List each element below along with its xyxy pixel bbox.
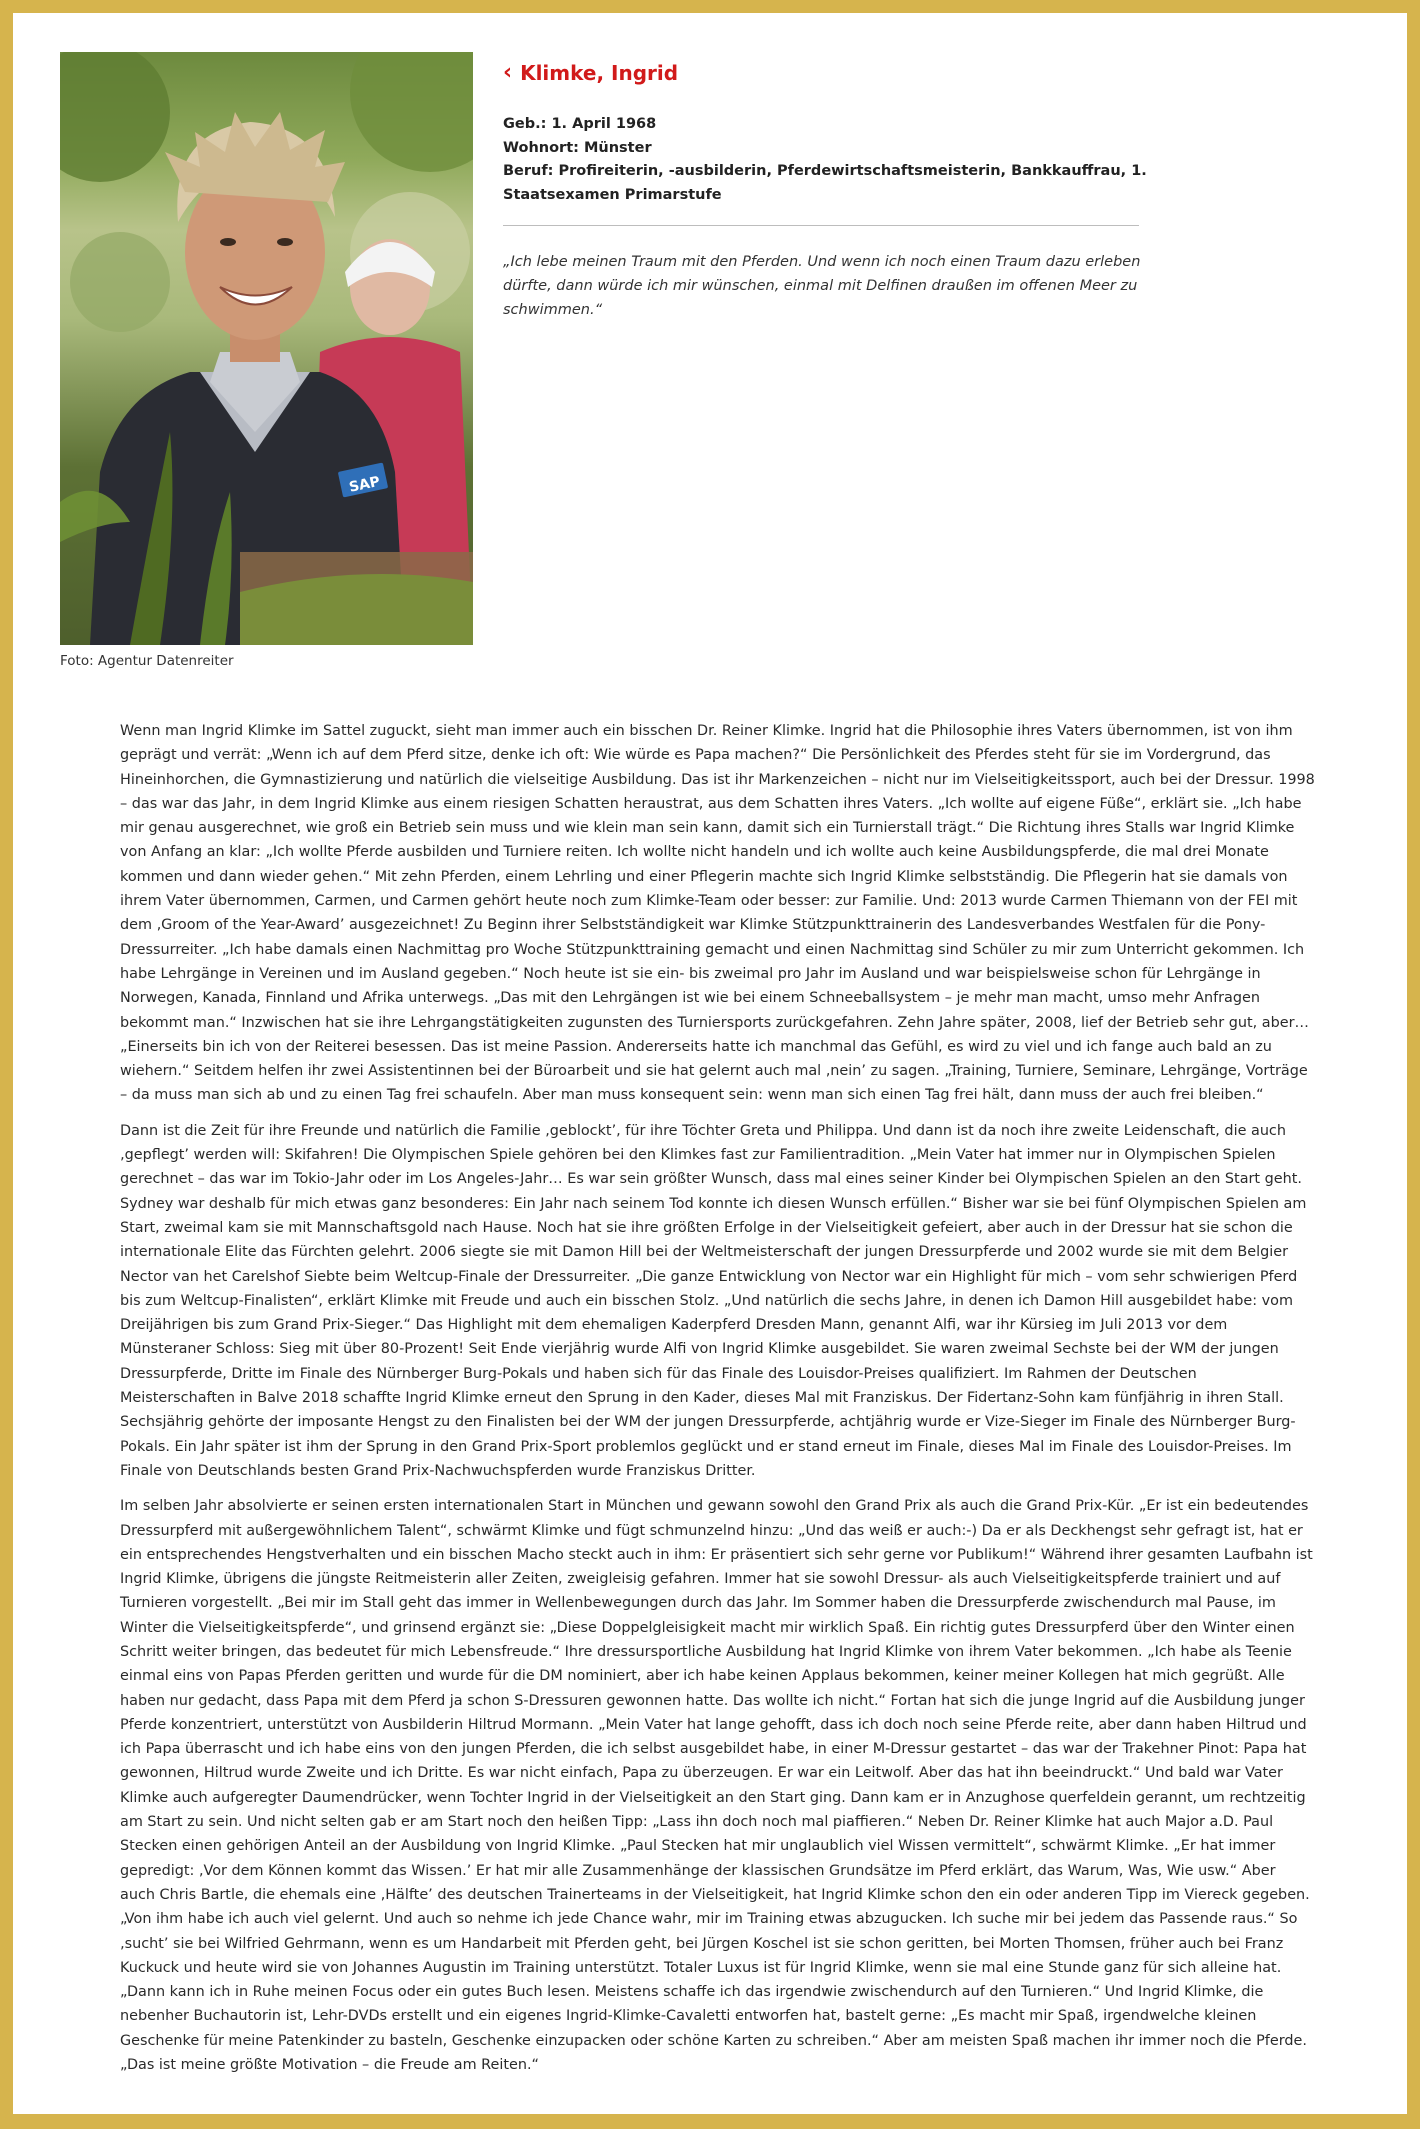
profile-header (503, 61, 1153, 322)
page (13, 13, 1407, 2114)
sap-logo: SAP (347, 473, 382, 496)
article-body (120, 719, 1315, 2088)
back-link[interactable] (503, 61, 1153, 85)
profile-quote: „Ich lebe meinen Traum mit den Pferden. Und wenn ich noch einen Traum dazu erleben dürfte, dann würde ich mir wünschen, einmal mit Delfinen draußen im offenen Meer zu schwimmen.“ (503, 254, 1141, 318)
profile-name: Klimke, Ingrid (520, 61, 679, 85)
article-paragraph: Wenn man Ingrid Klimke im Sattel zuguckt, sieht man immer auch ein bisschen Dr. Reiner Klimke. Ingrid hat die Philosophie ihres Vaters übernommen, ist von ihm geprägt und verrät: „Wenn ich auf dem Pferd sitze, denke ich oft: Wie würde es Papa machen?“ Die Persönlichkeit des Pferdes steht für sie im Vordergrund, das Hineinhorchen, die Gymnastizierung und natürlich die vielseitige Ausbildung. Das ist ihr Markenzeichen – nicht nur im Vielseitigkeitssport, auch bei der Dressur. 1998 – das war das Jahr, in dem Ingrid Klimke aus einem riesigen Schatten heraustrat, aus dem Schatten ihres Vaters. „Ich wollte auf eigene Füße“, erklärt sie. „Ich habe mir genau ausgerechnet, wie groß ein Betrieb sein muss und wie klein man sein kann, damit sich ein Turnierstall trägt.“ Die Richtung ihres Stalls war Ingrid Klimke von Anfang an klar: „Ich wollte Pferde ausbilden und Turniere reiten. Ich wollte nicht handeln und ich wollte auch keine Ausbildungspferde, die mal drei Monate kommen und dann wieder gehen.“ Mit zehn Pferden, einem Lehrling und einer Pflegerin machte sich Ingrid Klimke selbstständig. Die Pflegerin hat sie damals von ihrem Vater übernommen, Carmen, und Carmen gehört heute noch zum Klimke-Team oder besser: zur Familie. Und: 2013 wurde Carmen Thiemann von der FEI mit dem ‚Groom of the Year-Award’ ausgezeichnet! Zu Beginn ihrer Selbstständigkeit war Klimke Stützpunkttrainerin des Landesverbandes Westfalen für die Pony-Dressurreiter. „Ich habe damals einen Nachmittag pro Woche Stützpunkttraining gemacht und einen Nachmittag sind Schüler zu mir zum Unterricht gekommen. Ich habe Lehrgänge in Vereinen und im Ausland gegeben.“ Noch heute ist sie ein- bis zweimal pro Jahr im Ausland und war beispielsweise schon für Lehrgänge in Norwegen, Kanada, Finnland und Afrika unterwegs. „Das mit den Lehrgängen ist wie bei einem Schneeballsystem – je mehr man macht, umso mehr Anfragen bekommt man.“ Inzwischen hat sie ihre Lehrgangstätigkeiten zugunsten des Turniersports zurückgefahren. Zehn Jahre später, 2008, lief der Betrieb sehr gut, aber… „Einerseits bin ich von der Reiterei besessen. Das ist meine Passion. Andererseits hatte ich manchmal das Gefühl, es wird zu viel und ich fange auch bald an zu wiehern.“ Seitdem helfen ihr zwei Assistentinnen bei der Büroarbeit und sie hat gelernt auch mal ‚nein’ zu sagen. „Training, Turniere, Seminare, Lehrgänge, Vorträge – da muss man sich ab und zu einen Tag frei schaufeln. Aber man muss konsequent sein: wenn man sich einen Tag frei hält, dann muss der auch frei bleiben.“ (120, 723, 1315, 1104)
photo-caption: Foto: Agentur Datenreiter (60, 653, 234, 669)
divider (503, 225, 1139, 226)
portrait-photo (60, 52, 473, 645)
profile-facts (503, 113, 1153, 207)
profession: Beruf: Profireiterin, -ausbilderin, Pferdewirtschaftsmeisterin, Bankkauffrau, 1. Staatsexamen Primarstufe (503, 163, 1147, 203)
chevron-left-icon: ‹ (503, 60, 513, 85)
article-paragraph: Im selben Jahr absolvierte er seinen ersten internationalen Start in München und gewann sowohl den Grand Prix als auch die Grand Prix-Kür. „Er ist ein bedeutendes Dressurpferd mit außergewöhnlichem Talent“, schwärmt Klimke und fügt schmunzelnd hinzu: „Und das weiß er auch:-) Da er als Deckhengst sehr gefragt ist, hat er ein entsprechendes Hengstverhalten und ein bisschen Macho steckt auch in ihm: Er präsentiert sich sehr gerne vor Publikum!“ Während ihrer gesamten Laufbahn ist Ingrid Klimke, übrigens die jüngste Reitmeisterin aller Zeiten, zweigleisig gefahren. Immer hat sie sowohl Dressur- als auch Vielseitigkeitspferde trainiert und auf Turnieren vorgestellt. „Bei mir im Stall geht das immer in Wellenbewegungen durch das Jahr. Im Sommer haben die Dressurpferde zwischendurch mal Pause, im Winter die Vielseitigkeitspferde“, und grinsend ergänzt sie: „Diese Doppelgleisigkeit macht mir wirklich Spaß. Ein richtig gutes Dressurpferd über den Winter einen Schritt weiter bringen, das bedeutet für mich Lebensfreude.“ Ihre dressursportliche Ausbildung hat Ingrid Klimke von ihrem Vater bekommen. „Ich habe als Teenie einmal eins von Papas Pferden geritten und wurde für die DM nominiert, aber ich habe keinen Applaus bekommen, keiner meiner Kollegen hat mich gegrüßt. Alle haben nur gedacht, dass Papa mit dem Pferd ja schon S-Dressuren gewonnen hatte. Das wollte ich nicht.“ Fortan hat sich die junge Ingrid auf die Ausbildung junger Pferde konzentriert, unterstützt von Ausbilderin Hiltrud Mormann. „Mein Vater hat lange gehofft, dass ich doch noch seine Pferde reite, aber dann haben Hiltrud und ich Papa überrascht und ich habe eins von den jungen Pferden, die ich selbst ausgebildet habe, in einer M-Dressur gestartet – das war der Trakehner Pinot: Papa hat gewonnen, Hiltrud wurde Zweite und ich Dritte. Es war nicht einfach, Papa zu überzeugen. Er war ein Leitwolf. Aber das hat ihn beeindruckt.“ Und bald war Vater Klimke auch aufgeregter Daumendrücker, wenn Tochter Ingrid in der Vielseitigkeit an den Start ging. Dann kam er in Anzughose querfeldein gerannt, um rechtzeitig am Start zu sein. Und nicht selten gab er am Start noch den heißen Tipp: „Lass ihn doch noch mal piaffieren.“ Neben Dr. Reiner Klimke hat auch Major a.D. Paul Stecken einen gehörigen Anteil an der Ausbildung von Ingrid Klimke. „Paul Stecken hat mir unglaublich viel Wissen vermittelt“, schwärmt Klimke. „Er hat immer gepredigt: ‚Vor dem Können kommt das Wissen.’ Er hat mir alle Zusammenhänge der klassischen Grundsätze im Pferd erklärt, das Warum, Was, Wie usw.“ Aber auch Chris Bartle, die ehemals eine ‚Hälfte’ des deutschen Trainerteams in der Vielseitigkeit, hat Ingrid Klimke schon den ein oder anderen Tipp im Viereck gegeben. „Von ihm habe ich auch viel gelernt. Und auch so nehme ich jede Chance wahr, mir im Training etwas abzugucken. Ich suche mir bei jedem das Passende raus.“ So ‚sucht’ sie bei Wilfried Gehrmann, wenn es um Handarbeit mit Pferden geht, bei Jürgen Koschel ist sie schon geritten, bei Morten Thomsen, früher auch bei Franz Kuckuck und heute wird sie von Johannes Augustin im Training unterstützt. Totaler Luxus ist für Ingrid Klimke, wenn sie mal eine Stunde ganz für sich alleine hat. „Dann kann ich in Ruhe meinen Focus oder ein gutes Buch lesen. Meistens schaffe ich das irgendwie zwischendurch auf den Turnieren.“ Und Ingrid Klimke, die nebenher Buchautorin ist, Lehr-DVDs erstellt und ein eigenes Ingrid-Klimke-Cavaletti entworfen hat, bastelt gerne: „Es macht mir Spaß, irgendwelche kleinen Geschenke für meine Patenkinder zu basteln, Geschenke einzupacken oder schöne Karten zu schreiben.“ Aber am meisten Spaß machen ihr immer noch die Pferde. „Das ist meine größte Motivation – die Freude am Reiten.“ (120, 1498, 1313, 2074)
article-paragraph: Dann ist die Zeit für ihre Freunde und natürlich die Familie ‚geblockt’, für ihre Töchter Greta und Philippa. Und dann ist da noch ihre zweite Leidenschaft, die auch ‚gepflegt’ werden will: Skifahren! Die Olympischen Spiele gehören bei den Klimkes fast zur Familientradition. „Mein Vater hat immer nur in Olympischen Spielen gerechnet – das war im Tokio-Jahr oder im Los Angeles-Jahr… Es war sein größter Wunsch, dass mal eines seiner Kinder bei Olympischen Spielen an den Start geht. Sydney war deshalb für mich etwas ganz besonderes: Ein Jahr nach seinem Tod konnte ich diesen Wunsch erfüllen.“ Bisher war sie bei fünf Olympischen Spielen am Start, zweimal kam sie mit Mannschaftsgold nach Hause. Noch hat sie ihre größten Erfolge in der Vielseitigkeit gefeiert, aber auch in der Dressur hat sie schon die internationale Elite das Fürchten gelehrt. 2006 siegte sie mit Damon Hill bei der Weltmeisterschaft der jungen Dressurpferde und 2002 wurde sie mit dem Belgier Nector van het Carelshof Siebte beim Weltcup-Finale der Dressurreiter. „Die ganze Entwicklung von Nector war ein Highlight für mich – vom sehr schwierigen Pferd bis zum Weltcup-Finalisten“, erklärt Klimke mit Freude und auch ein bisschen Stolz. „Und natürlich die sechs Jahre, in denen ich Damon Hill ausgebildet habe: vom Dreijährigen bis zum Grand Prix-Sieger.“ Das Highlight mit dem ehemaligen Kaderpferd Dresden Mann, genannt Alfi, war ihr Kürsieg im Juli 2013 vor dem Münsteraner Schloss: Sieg mit über 80-Prozent! Seit Ende vierjährig wurde Alfi von Ingrid Klimke ausgebildet. Sie waren zweimal Sechste bei der WM der jungen Dressurpferde, Dritte im Finale des Nürnberger Burg-Pokals und haben sich für das Finale des Louisdor-Preises qualifiziert. Im Rahmen der Deutschen Meisterschaften in Balve 2018 schaffte Ingrid Klimke erneut den Sprung in den Kader, dieses Mal mit Franziskus. Der Fidertanz-Sohn kam fünfjährig in ihren Stall. Sechsjährig gehörte der imposante Hengst zu den Finalisten bei der WM der jungen Dressurpferde, achtjährig wurde er Vize-Sieger im Finale des Nürnberger Burg-Pokals. Ein Jahr später ist ihm der Sprung in den Grand Prix-Sport problemlos geglückt und er stand erneut im Finale, dieses Mal im Finale des Louisdor-Preises. Im Finale von Deutschlands besten Grand Prix-Nachwuchspferden wurde Franziskus Dritter. (120, 1122, 1307, 1479)
birth-date: Geb.: 1. April 1968 (503, 116, 657, 132)
residence: Wohnort: Münster (503, 139, 652, 156)
